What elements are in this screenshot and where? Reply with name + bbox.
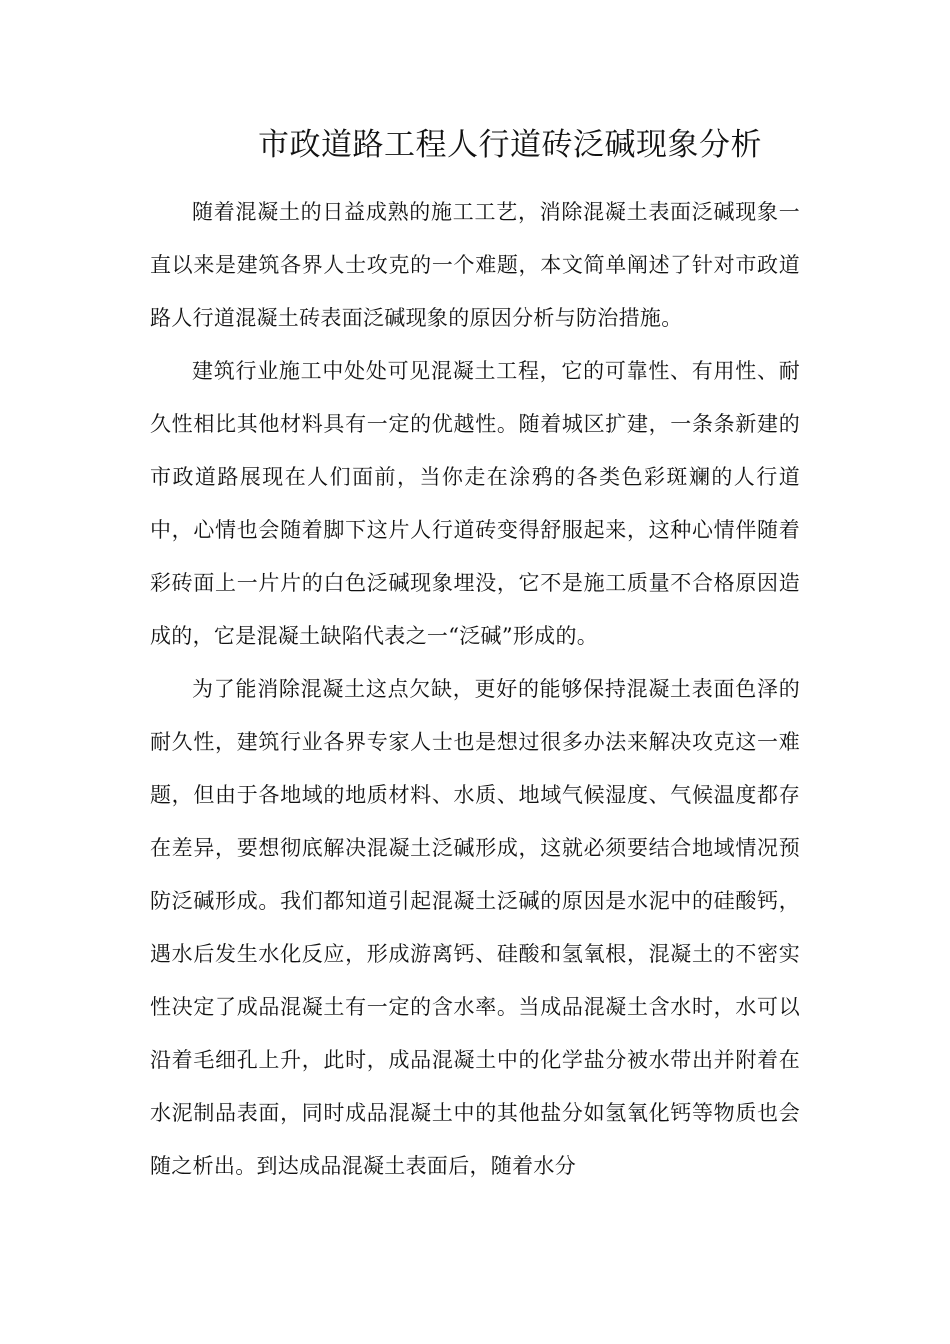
paragraph-cause-analysis: 为了能消除混凝土这点欠缺，更好的能够保持混凝土表面色泽的耐久性，建筑行业各界专家人士也是想过很多办法来解决攻克这一难题，但由于各地域的地质材料、水质、地域气候湿度、气候温度都存在差异，要想彻底解决混凝土泛碱形成，这就必须要结合地域情况预防泛碱形成。我们都知道引起混凝土泛碱的原因是水泥中的硅酸钙，遇水后发生水化反应，形成游离钙、硅酸和氢氧根，混凝土的不密实性决定了成品混凝土有一定的含水率。当成品混凝土含水时，水可以沿着毛细孔上升，此时，成品混凝土中的化学盐分被水带出并附着在水泥制品表面，同时成品混凝土中的其他盐分如氢氧化钙等物质也会随之析出。到达成品混凝土表面后，随着水分 <box>150 677 800 1178</box>
document-body <box>150 186 800 1193</box>
paragraph-background: 建筑行业施工中处处可见混凝土工程，它的可靠性、有用性、耐久性相比其他材料具有一定的优越性。随着城区扩建，一条条新建的市政道路展现在人们面前，当你走在涂鸦的各类色彩斑斓的人行道中，心情也会随着脚下这片人行道砖变得舒服起来，这种心情伴随着彩砖面上一片片的白色泛碱现象埋没，它不是施工质量不合格原因造成的，它是混凝土缺陷代表之一“泛碱”形成的。 <box>150 359 800 648</box>
paragraph-intro: 随着混凝土的日益成熟的施工工艺，消除混凝土表面泛碱现象一直以来是建筑各界人士攻克的一个难题，本文简单阐述了针对市政道路人行道混凝土砖表面泛碱现象的原因分析与防治措施。 <box>150 200 800 330</box>
document-title: 市政道路工程人行道砖泛碱现象分析 <box>258 127 762 163</box>
